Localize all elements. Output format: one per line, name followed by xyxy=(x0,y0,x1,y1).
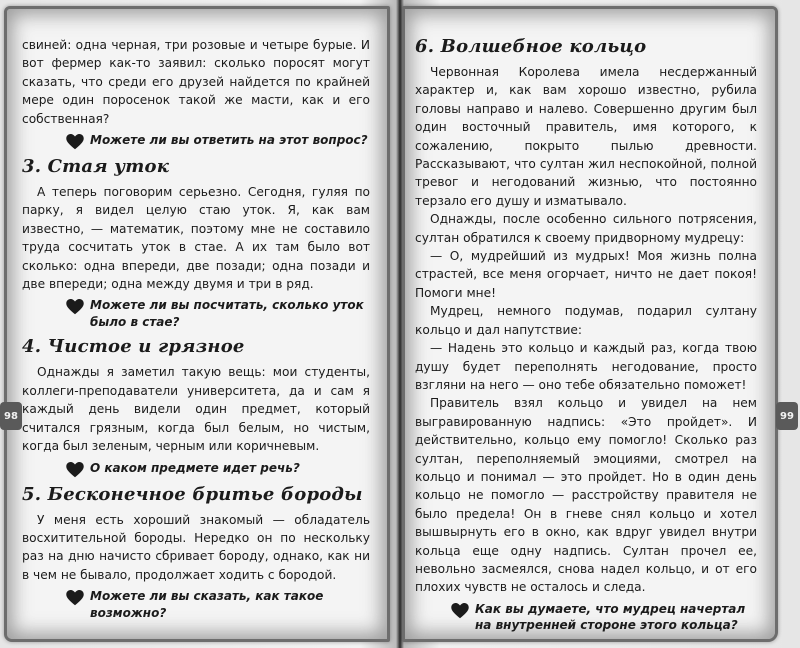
heart-icon xyxy=(66,134,84,150)
section-3-heading: 3. Стая уток xyxy=(22,156,170,178)
section-4-text: Однажды я заметил такую вещь: мои студенты, коллеги-преподаватели университета, да и сам я каждый день видели один предмет, который считался грязным, когда был белым, но чистым, когда был зеленым, черным или коричневым. xyxy=(22,365,370,454)
intro-paragraph: свиней: одна черная, три розовые и четыре бурые. И вот фермер как-то заявил: сколько поросят могут сказать, что среди его друзей найдется по крайней мере один поросенок такой же масти, как и его собственная? xyxy=(22,38,370,126)
right-page xyxy=(415,36,757,640)
section-3-question xyxy=(22,297,370,330)
section-5-question-text: Можете ли вы сказать, как такое возможно? xyxy=(90,589,324,620)
section-6-heading: 6. Волшебное кольцо xyxy=(415,36,647,57)
page-number-right: 99 xyxy=(776,402,798,430)
section-6-question xyxy=(415,601,757,634)
section-6-paragraph: — О, мудрейший из мудрых! Моя жизнь полна страстей, все меня огорчает, ничто не дает покоя! Помоги мне! xyxy=(415,249,757,300)
page-number-left: 98 xyxy=(0,402,22,430)
intro-question-text: Можете ли вы ответить на этот вопрос? xyxy=(90,133,368,148)
section-5-text: У меня есть хороший знакомый — обладатель восхитительной бороды. Нередко он по нескольку раз на дню начисто сбривает бороду, однако, как ни в чем не бывало, продолжает ходить с бородой. xyxy=(22,512,370,582)
intro-question xyxy=(22,132,370,150)
section-4-question xyxy=(22,460,370,478)
section-6-paragraph: Правитель взял кольцо и увидел на нем выгравированную надпись: «Это пройдет». И действительно, кольцо ему помогло! Сколько раз султан, переполняемый эмоциями, смотрел на кольцо и понимал — это пройдет. Но в один день кольцо не помогло — расстройству правителя не было предела! Он в гневе снял кольцо и хотел вышвырнуть его в окно, как вдруг увидел внутри кольца еще одну надпись. Султан прочел ее, невольно засмеялся, снова надел кольцо, и от его плохих чувств не осталось и следа. xyxy=(415,396,757,595)
section-6-paragraph: Червонная Королева имела несдержанный характер и, как вам хорошо известно, рубила головы направо и налево. Совершенно другим был один восточный правитель, имя которого, к сожалению, покрыто пылью древности. Рассказывают, что султан жил неспокойной, полной тревог и негодований жизнью, что постоянно терзало его душу и изматывало. xyxy=(415,65,757,208)
section-6-question-text: Как вы думаете, что мудрец начертал на внутренней стороне этого кольца? xyxy=(475,601,746,633)
heart-icon xyxy=(451,603,469,619)
section-3-question-text: Можете ли вы посчитать, сколько уток было в стае? xyxy=(90,298,364,329)
section-6-paragraph: Однажды, после особенно сильного потрясения, султан обратился к своему придворному мудрецу: xyxy=(415,212,757,245)
section-5-heading: 5. Бесконечное бритье бороды xyxy=(22,483,363,505)
section-4-heading: 4. Чистое и грязное xyxy=(22,336,245,358)
heart-icon xyxy=(66,590,84,606)
heart-icon xyxy=(66,462,84,478)
left-page xyxy=(22,36,370,627)
section-3-text: А теперь поговорим серьезно. Сегодня, гуляя по парку, я видел целую стаю уток. Я, как вам известно, — математик, поэтому мне не составило труда сосчитать уток в стае. А их там было вот сколько: одна впереди, две позади; одна позади и две впереди; одна между двумя и три в ряд. xyxy=(22,185,370,292)
section-5-question xyxy=(22,588,370,621)
heart-icon xyxy=(66,299,84,315)
section-6-paragraph: — Надень это кольцо и каждый раз, когда твою душу будет переполнять негодование, просто взгляни на него — оно тебе обязательно поможет! xyxy=(415,341,757,392)
section-6-paragraph: Мудрец, немного подумав, подарил султану кольцо и дал напутствие: xyxy=(415,304,757,337)
section-4-question-text: О каком предмете идет речь? xyxy=(90,460,300,475)
